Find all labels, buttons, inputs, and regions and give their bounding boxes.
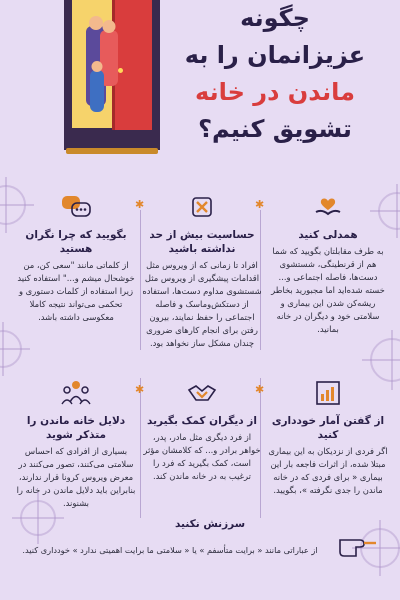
tip-card-sensitivity (142, 190, 265, 350)
tip-heading: بگویید که چرا نگران هستید (25, 229, 127, 255)
cross-icon (185, 190, 219, 224)
tip-card-worry (16, 190, 136, 324)
tip-heading: از گفتن آمار خودداری کنید (271, 415, 385, 441)
star-decoration: ✱ (135, 383, 145, 396)
title-line-2: عزیزانمان را به (184, 41, 366, 69)
column-divider (140, 378, 141, 518)
star-decoration: ✱ (135, 198, 145, 211)
tip-heading: دلایل خانه ماندن را متذکر شوید (26, 415, 126, 441)
tip-card-empathy (268, 190, 388, 336)
title-line-1: چگونه (240, 4, 310, 32)
door-icon (112, 0, 152, 130)
door-knob (118, 68, 123, 73)
tip-heading: از دیگران کمک بگیرید (147, 415, 257, 427)
tip-body: از کلماتی مانند "سعی کن، من خوشحال میشم و..." استفاده کنید زیرا استفاده از کلمات دستوری و تحکمی می‌تواند نتیجه کاملا معکوسی داشته باشد. (17, 260, 135, 322)
heart-hands-icon (311, 190, 345, 224)
doormat (66, 148, 158, 154)
tip-body: به طرف مقابلتان بگویید که شما هم از قرنطینگی، شستشوی دست‌ها، فاصله اجتماعی و... خسته شده‌اید اما مجبورید بخاطر ریشه‌کن شدن این بیماری و سلامتی خود و دیگران در خانه بمانید. (271, 246, 385, 334)
handshake-icon (185, 376, 219, 410)
tip-body: افراد تا زمانی که از ویروس مثل اقدامات پیشگیری از ویروس مثل شستشوی مداوم دست‌ها، استفاده از دستکش‌وماسک و فاصله اجتماعی را حفظ نمایند، بیرون رفتن برای انجام کارهای ضروری چندان مشکل ساز نخواهد بود. (142, 260, 262, 348)
chat-bubbles-icon (59, 190, 93, 224)
bar-chart-icon (311, 376, 345, 410)
header (0, 0, 400, 165)
tip-body: از فرد دیگری مثل مادر، پدر، خواهر برادر و... که کلامشان مؤثر است، کمک بگیرید که فرد را ترغیب به در خانه ماندن کند. (143, 432, 261, 481)
title-line-4: تشویق کنیم؟ (198, 115, 352, 143)
tip-body: از عباراتی مانند « برایت متأسفم » یا « سلامتی ما برایت اهمیتی ندارد » خودداری کنید. (22, 545, 318, 555)
pointing-hand-icon (336, 528, 380, 562)
tip-body: اگر فردی از نزدیکان به این بیماری مبتلا شده، از اثرات فاجعه بار این بیماری « برای فردی که در خانه ماندن را جدی نگرفته »، بگویید. (268, 446, 388, 495)
tip-card-help (142, 376, 265, 483)
tip-heading: همدلی کنید (298, 229, 358, 241)
person-illustration (90, 70, 104, 112)
tip-body: بسیاری از افرادی که احساس سلامتی می‌کنند، تصور می‌کنند در معرض ویروس کرونا قرار ندارند، بنابراین باید دلایل ماندن در خانه را بشنوند. (16, 446, 136, 508)
column-divider (140, 210, 141, 350)
tip-card-reasons (16, 376, 136, 510)
tip-card-statistics (268, 376, 388, 497)
star-decoration: ✱ (255, 383, 265, 396)
tip-heading: سرزنش نکنید (174, 518, 246, 530)
virus-decoration (0, 330, 22, 368)
title-line-3: ماندن در خانه (195, 78, 355, 106)
star-decoration: ✱ (255, 198, 265, 211)
tip-heading: حساسیت بیش از حد نداشته باشید (149, 229, 255, 255)
group-icon (59, 376, 93, 410)
page-title (160, 0, 390, 148)
